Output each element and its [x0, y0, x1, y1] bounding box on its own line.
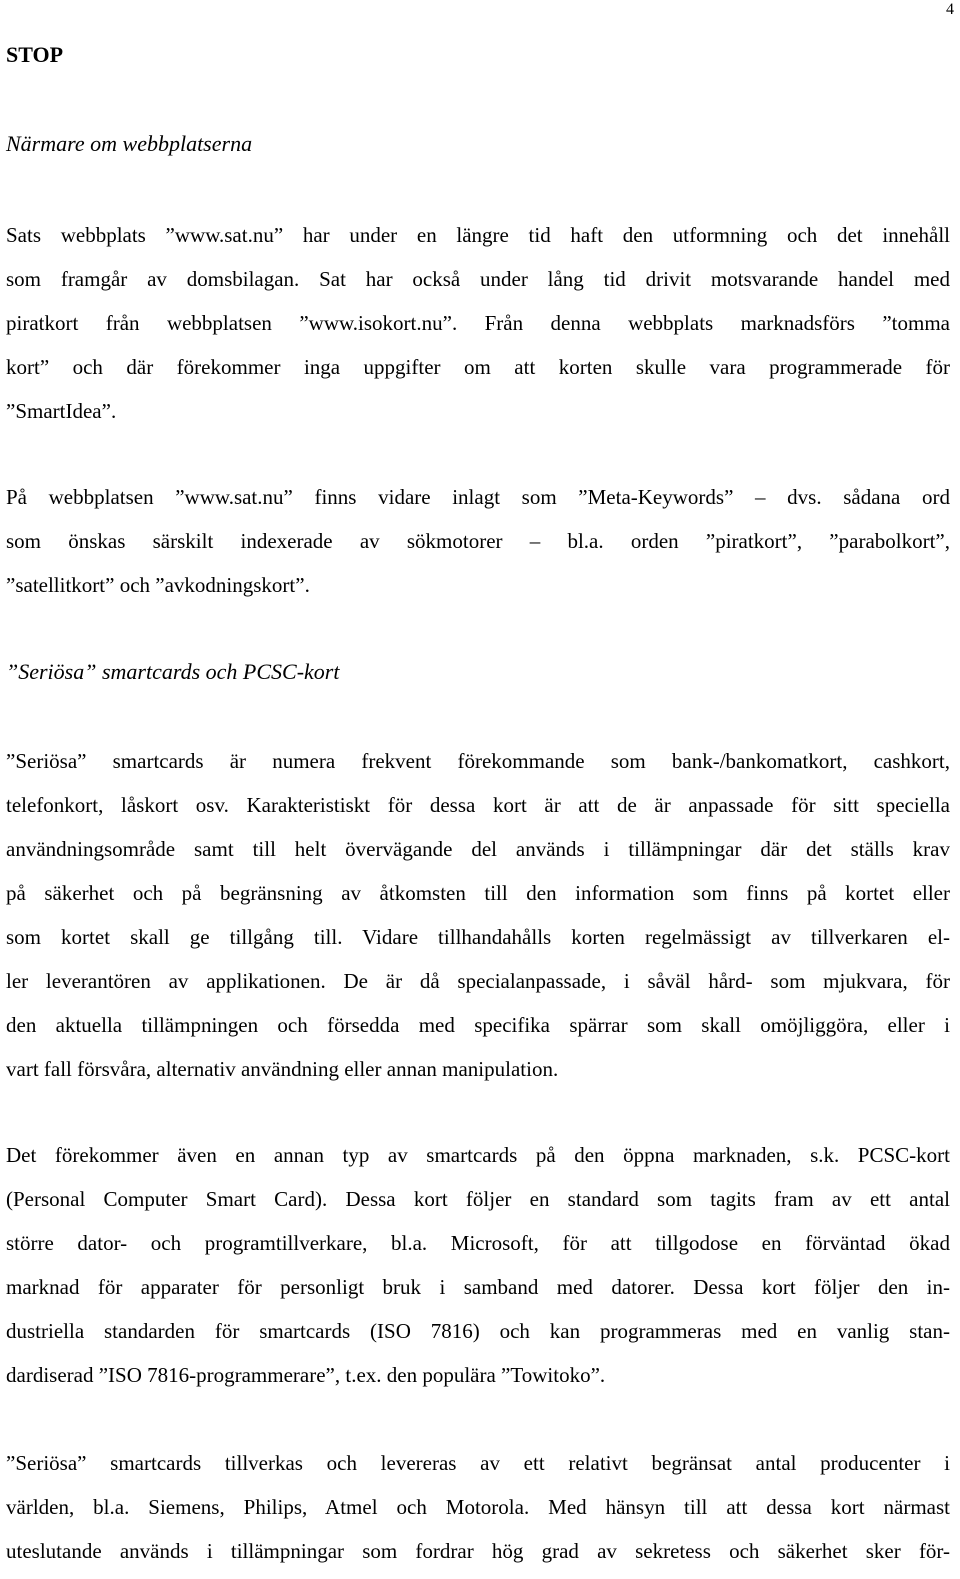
paragraph-tillverkare: [6, 1441, 950, 1573]
text-line: marknad för apparater för personligt bruk i samband med datorer. Dessa kort följer den in-: [6, 1275, 950, 1299]
text-line: dardiserad ”ISO 7816-programmerare”, t.ex. den populära ”Towitoko”.: [6, 1363, 606, 1387]
text-line: världen, bl.a. Siemens, Philips, Atmel och Motorola. Med hänsyn till att dessa kort närmast: [6, 1495, 950, 1519]
text-line: (Personal Computer Smart Card). Dessa kort följer en standard som tagits fram av ett antal: [6, 1187, 950, 1211]
text-line: Det förekommer även en annan typ av smartcards på den öppna marknaden, s.k. PCSC-kort: [6, 1143, 950, 1167]
paragraph-meta-keywords: [6, 475, 950, 607]
text-line: användningsområde samt till helt övervägande del används i tillämpningar där det ställs krav: [6, 837, 950, 861]
section-title-webbplatser: Närmare om webbplatserna: [6, 131, 253, 156]
paragraph-pcsc-kort: [6, 1133, 950, 1397]
text-line: piratkort från webbplatsen ”www.isokort.nu”. Från denna webbplats marknadsförs ”tomma: [6, 311, 950, 335]
paragraph-sats-webbplats: [6, 213, 950, 433]
text-line: ler leverantören av applikationen. De är då specialanpassade, i såväl hård- som mjukvara, för: [6, 969, 950, 993]
text-line: kort” och där förekommer inga uppgifter om att korten skulle vara programmerade för: [6, 355, 950, 379]
text-line: större dator- och programtillverkare, bl.a. Microsoft, för att tillgodose en förväntad ökad: [6, 1231, 950, 1255]
text-line: på säkerhet och på begränsning av åtkomsten till den information som finns på kortet eller: [6, 881, 950, 905]
text-line: som kortet skall ge tillgång till. Vidare tillhandahålls korten regelmässigt av tillverkaren el-: [6, 925, 950, 949]
text-line: telefonkort, låskort osv. Karakteristiskt för dessa kort är att de är anpassade för sitt speciella: [6, 793, 950, 817]
text-line: ”SmartIdea”.: [6, 399, 117, 423]
text-line: som önskas särskilt indexerade av sökmotorer – bl.a. orden ”piratkort”, ”parabolkort”,: [6, 529, 950, 553]
section-title-seriosa-smartcards: ”Seriösa” smartcards och PCSC-kort: [6, 659, 340, 684]
text-line: På webbplatsen ”www.sat.nu” finns vidare inlagt som ”Meta-Keywords” – dvs. sådana ord: [6, 485, 950, 509]
text-line: dustriella standarden för smartcards (ISO 7816) och kan programmeras med en vanlig stan-: [6, 1319, 950, 1343]
text-line: Sats webbplats ”www.sat.nu” har under en längre tid haft den utformning och det innehåll: [6, 223, 950, 247]
text-line: ”Seriösa” smartcards är numera frekvent förekommande som bank-/bankomatkort, cashkort,: [6, 749, 950, 773]
text-line: ”satellitkort” och ”avkodningskort”.: [6, 573, 310, 597]
text-line: den aktuella tillämpningen och försedda med specifika spärrar som skall omöjliggöra, eller i: [6, 1013, 950, 1037]
text-line: ”Seriösa” smartcards tillverkas och levereras av ett relativt begränsat antal producenter i: [6, 1451, 950, 1475]
heading-stop: STOP: [6, 42, 64, 67]
text-line: som framgår av domsbilagan. Sat har också under lång tid drivit motsvarande handel med: [6, 267, 950, 291]
text-line: uteslutande används i tillämpningar som fordrar hög grad av sekretess och säkerhet sker för-: [6, 1539, 950, 1563]
text-line: vart fall försvåra, alternativ användning eller annan manipulation.: [6, 1057, 559, 1081]
paragraph-seriosa-smartcards: [6, 739, 950, 1091]
page-number: 4: [946, 1, 954, 18]
